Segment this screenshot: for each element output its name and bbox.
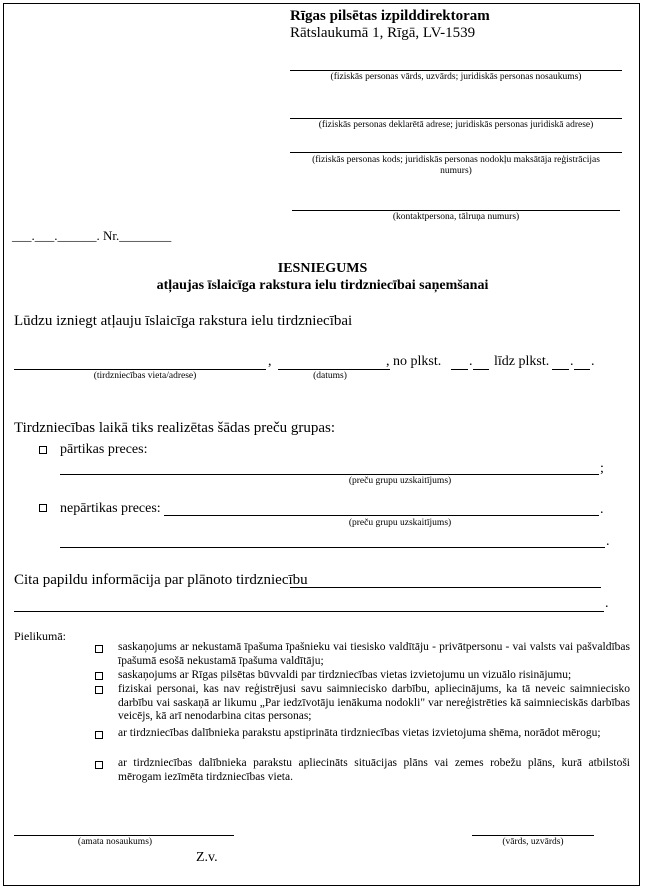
from-minute-line[interactable] xyxy=(473,369,489,370)
position-signature-line[interactable] xyxy=(14,835,234,836)
to-minute-line[interactable] xyxy=(574,369,590,370)
request-text: Lūdzu izniegt atļauju īslaicīga rakstura ielu tirdzniecībai xyxy=(14,313,353,329)
nonfood-goods-label: nepārtikas preces: xyxy=(60,501,161,516)
attachment-item: saskaņojums ar Rīgas pilsētas būvvaldi par tirdzniecības vietas izvietojumu un vizuālo risinājumu; xyxy=(118,669,572,681)
other-info-end: . xyxy=(605,596,609,611)
food-goods-label: pārtikas preces: xyxy=(60,442,148,457)
nonfood-goods-checkbox[interactable] xyxy=(39,504,47,512)
to-hour-line[interactable] xyxy=(552,369,569,370)
attachments-heading: Pielikumā: xyxy=(14,629,66,643)
nonfood-goods-caption: (preču grupu uzskaitījums) xyxy=(348,518,452,528)
comma-separator: , xyxy=(268,354,272,369)
position-caption: (amata nosaukums) xyxy=(77,837,153,847)
nonfood-goods-end: . xyxy=(600,502,604,517)
other-info-line[interactable] xyxy=(290,587,601,588)
address-field-line[interactable] xyxy=(290,118,622,119)
goods-heading: Tirdzniecības laikā tiks realizētas šādas preču grupas: xyxy=(14,420,336,436)
attachment-item: fiziskai personai, kas nav reģistrējusi savu saimniecisko darbību, apliecinājums, ka tā neveic saimniecisko darbību vai saskaņā ar likumu „Par iedzīvotāju ienākuma nodokli" var nereģistrēties kā saimnieciskās darbības veicējs, kā arī nenodarbina citas personas; xyxy=(118,683,630,722)
attachment-item: ar tirdzniecības dalībnieka parakstu apliecināts situācijas plāns vai zemes robežu plāns, kurā atbilstoši mērogam iezīmēta tirdzniecības vieta. xyxy=(118,757,630,783)
trade-date-line[interactable] xyxy=(278,369,390,370)
to-time-label: līdz plkst. xyxy=(494,354,550,369)
food-goods-caption: (preču grupu uzskaitījums) xyxy=(348,476,452,486)
code-field-caption: (fiziskās personas kods; juridiskās personas nodokļu maksātāja reģistrācijas numurs) xyxy=(312,155,600,176)
attachment-checkbox[interactable] xyxy=(95,761,103,769)
trade-date-caption: (datums) xyxy=(313,371,347,381)
recipient-address: Rātslaukumā 1, Rīgā, LV-1539 xyxy=(290,25,476,41)
food-goods-end: ; xyxy=(600,461,604,476)
attachment-checkbox[interactable] xyxy=(95,672,103,680)
recipient-title: Rīgas pilsētas izpilddirektoram xyxy=(290,8,490,24)
document-title: IESNIEGUMS xyxy=(277,261,368,276)
food-goods-checkbox[interactable] xyxy=(39,446,47,454)
attachment-checkbox[interactable] xyxy=(95,686,103,694)
other-info-label: Cita papildu informācija par plānoto tirdzniecību xyxy=(14,572,308,588)
name-signature-caption: (vārds, uzvārds) xyxy=(502,837,564,847)
attachment-item: ar tirdzniecības dalībnieka parakstu apstiprināta tirdzniecības vietas izvietojuma shēma, norādot mērogu; xyxy=(118,727,601,739)
attachment-checkbox[interactable] xyxy=(95,731,103,739)
trade-place-line[interactable] xyxy=(14,369,266,370)
from-hour-line[interactable] xyxy=(451,369,468,370)
seal-mark: Z.v. xyxy=(196,850,218,865)
nonfood-goods-line-2[interactable] xyxy=(60,547,605,548)
trade-place-caption: (tirdzniecības vieta/adrese) xyxy=(93,371,197,381)
nonfood-goods-line[interactable] xyxy=(164,515,599,516)
from-time-label: , no plkst. xyxy=(386,354,442,369)
food-goods-line[interactable] xyxy=(60,474,599,475)
name-field-caption: (fiziskās personas vārds, uzvārds; juridiskās personas nosaukums) xyxy=(330,72,582,82)
attachment-checkbox[interactable] xyxy=(95,645,103,653)
name-signature-line[interactable] xyxy=(472,835,594,836)
name-field-line[interactable] xyxy=(290,70,622,71)
date-number-line[interactable]: ___.___.______. Nr.________ xyxy=(12,228,172,243)
contact-field-caption: (kontaktpersona, tālruņa numurs) xyxy=(392,212,520,222)
nonfood-goods-line-2-end: . xyxy=(606,534,610,549)
attachment-item: saskaņojums ar nekustamā īpašuma īpašnieku vai tiesisko valdītāju - privātpersonu - vai valsts vai pašvaldības īpašumā esošā nekustamā īpašuma valdītāju; xyxy=(118,641,630,667)
other-info-line-2[interactable] xyxy=(14,611,604,612)
to-time-end: . xyxy=(591,354,595,369)
from-time-separator: . xyxy=(469,354,473,369)
code-field-line[interactable] xyxy=(290,152,622,153)
contact-field-line[interactable] xyxy=(292,210,620,211)
document-subtitle: atļaujas īslaicīga rakstura ielu tirdzniecībai saņemšanai xyxy=(156,278,489,293)
to-time-separator: . xyxy=(570,354,574,369)
address-field-caption: (fiziskās personas deklarētā adrese; juridiskās personas juridiskā adrese) xyxy=(318,120,594,130)
